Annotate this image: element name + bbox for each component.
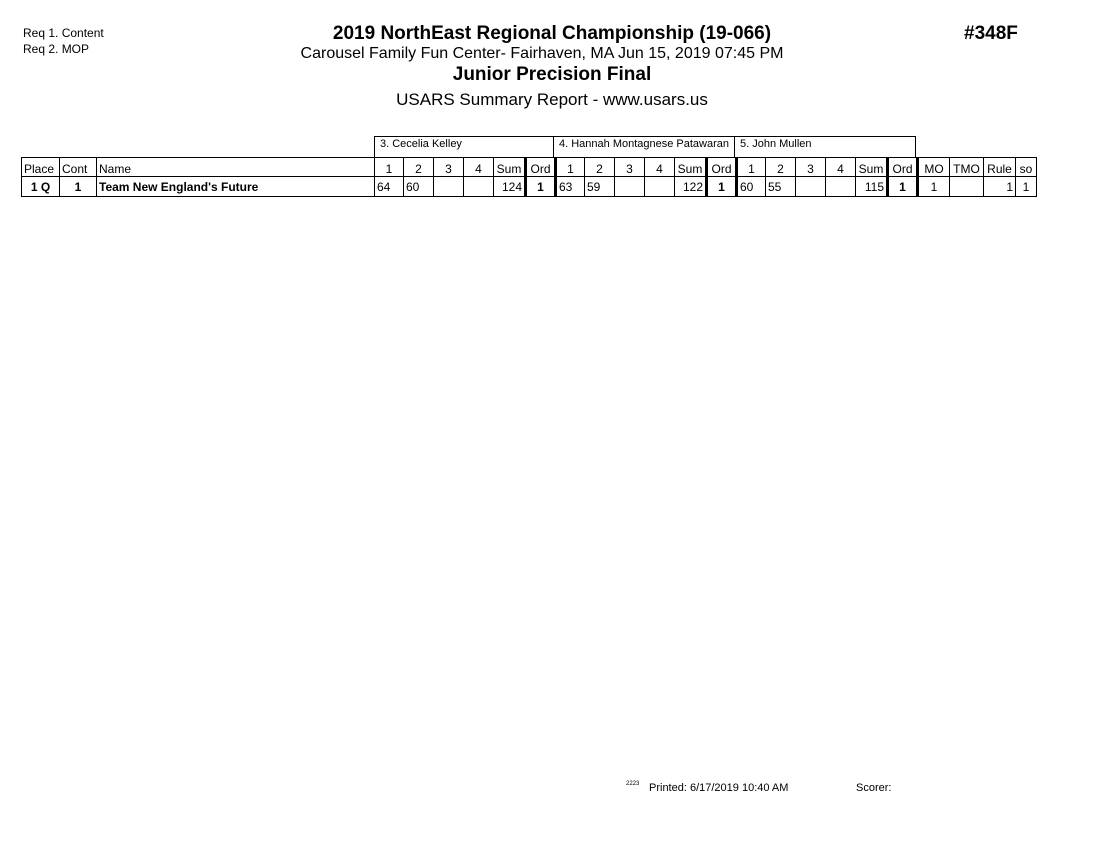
col-j3-4: 4: [826, 158, 856, 177]
col-j2-ord: Ord: [707, 158, 737, 177]
row-j3-1: 60: [737, 177, 766, 197]
col-j3-1: 1: [737, 158, 766, 177]
col-rule: Rule: [984, 158, 1016, 177]
col-j1-3: 3: [434, 158, 464, 177]
requirement-1: Req 1. Content: [23, 26, 104, 40]
col-tmo: TMO: [950, 158, 984, 177]
col-j1-4: 4: [464, 158, 494, 177]
row-name: Team New England's Future: [97, 177, 375, 197]
col-j3-ord: Ord: [888, 158, 918, 177]
col-j3-2: 2: [766, 158, 796, 177]
row-j3-ord: 1: [888, 177, 918, 197]
row-j1-4: [464, 177, 494, 197]
row-j1-3: [434, 177, 464, 197]
competition-title: 2019 NorthEast Regional Championship (19-066): [332, 23, 772, 44]
col-j2-sum: Sum: [675, 158, 707, 177]
col-j1-ord: Ord: [526, 158, 556, 177]
col-j3-sum: Sum: [856, 158, 888, 177]
row-j3-2: 55: [766, 177, 796, 197]
col-mo: MO: [918, 158, 950, 177]
table-header-row: [22, 158, 1037, 177]
row-j1-sum: 124: [494, 177, 526, 197]
row-mo: 1: [918, 177, 950, 197]
requirement-2: Req 2. MOP: [23, 42, 90, 56]
row-tmo: [950, 177, 984, 197]
table-row: [22, 177, 1037, 197]
col-cont: Cont: [60, 158, 97, 177]
footer-code: 2223: [626, 781, 640, 787]
row-j2-1: 63: [556, 177, 585, 197]
col-j2-1: 1: [556, 158, 585, 177]
col-j1-2: 2: [404, 158, 434, 177]
row-place: 1 Q: [22, 177, 60, 197]
report-name: USARS Summary Report - www.usars.us: [396, 90, 708, 109]
row-j2-4: [645, 177, 675, 197]
col-j2-4: 4: [645, 158, 675, 177]
row-j1-2: 60: [404, 177, 434, 197]
col-j2-3: 3: [615, 158, 645, 177]
row-rule: 1: [984, 177, 1016, 197]
row-j1-1: 64: [375, 177, 404, 197]
venue-date: Carousel Family Fun Center- Fairhaven, MA Jun 15, 2019 07:45 PM: [300, 45, 784, 62]
event-name: Junior Precision Final: [452, 64, 652, 85]
footer-printed: Printed: 6/17/2019 10:40 AM: [649, 782, 789, 794]
footer-scorer: Scorer:: [856, 782, 892, 794]
row-j2-2: 59: [585, 177, 615, 197]
document-id: #348F: [964, 23, 1018, 44]
row-so: 1: [1016, 177, 1037, 197]
col-j1-1: 1: [375, 158, 404, 177]
col-j2-2: 2: [585, 158, 615, 177]
row-j2-3: [615, 177, 645, 197]
row-j2-ord: 1: [707, 177, 737, 197]
judge-header-2: 4. Hannah Montagnese Patawaran: [553, 136, 735, 157]
col-j3-3: 3: [796, 158, 826, 177]
judge-header-3: 5. John Mullen: [734, 136, 916, 157]
judge-header-1: 3. Cecelia Kelley: [374, 136, 554, 157]
col-so: so: [1016, 158, 1037, 177]
row-j3-sum: 115: [856, 177, 888, 197]
col-name: Name: [97, 158, 375, 177]
col-j1-sum: Sum: [494, 158, 526, 177]
row-j3-3: [796, 177, 826, 197]
row-j1-ord: 1: [526, 177, 556, 197]
results-table: [21, 157, 1037, 197]
row-cont: 1: [60, 177, 97, 197]
row-j2-sum: 122: [675, 177, 707, 197]
row-j3-4: [826, 177, 856, 197]
col-place: Place: [22, 158, 60, 177]
